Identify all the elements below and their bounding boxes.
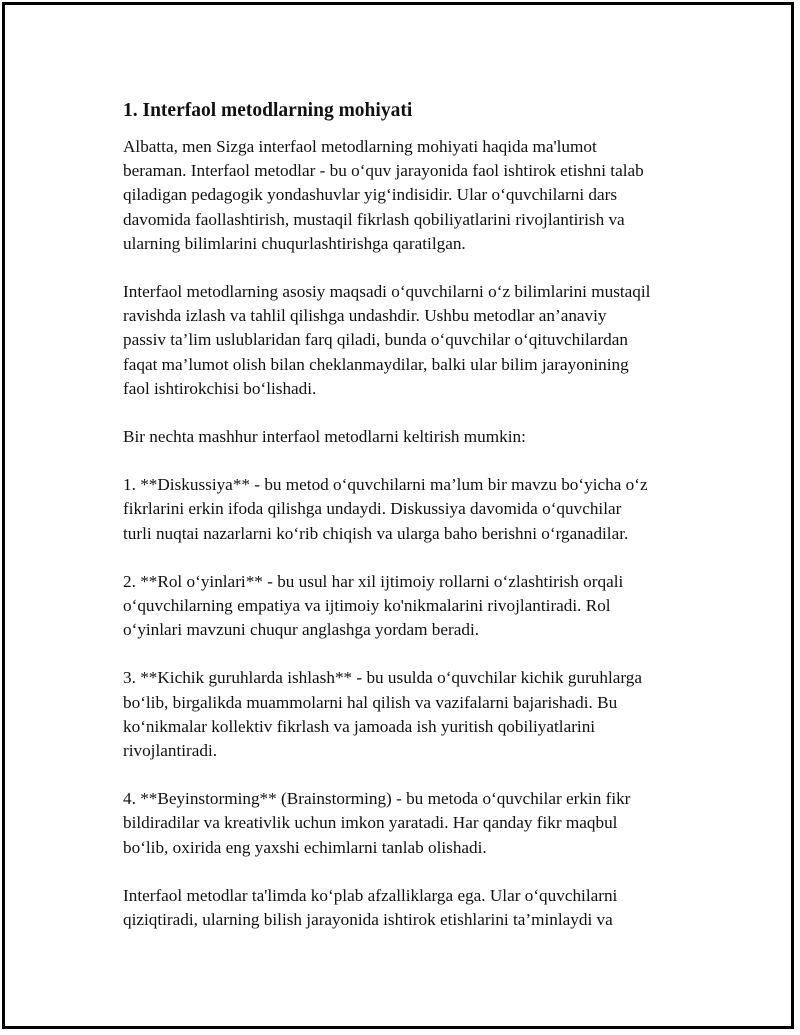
paragraph-advantages: Interfaol metodlar ta'limda ko‘plab afzalliklarga ega. Ular o‘quvchilarni qiziqtiradi, ularning bilish jarayonida ishtirok etishlarini ta’minlaydi va bbox=[123, 885, 618, 930]
paragraph-main-goal: Interfaol metodlarning asosiy maqsadi o‘quvchilarni o‘z bilimlarini mustaqil ravishda izlash va tahlil qilishga undashdir. Ushbu metodlar an’anaviy passiv ta’lim uslublaridan farq qiladi, bunda o‘quvchilar o‘qituvchilardan faqat ma’lumot olish bilan cheklanmaydilar, balki ular bilim jarayonining faol ishtirokchisi bo‘lishadi. bbox=[123, 282, 651, 398]
paragraph-intro: Albatta, men Sizga interfaol metodlarning mohiyati haqida ma'lumot beraman. Interfaol metodlar - bu o‘quv jarayonida faol ishtirok etishni talab qiladigan pedagogik yondashuvlar yig‘indisidir. Ular o‘quvchilarni dars davomida faollashtirish, mustaqil fikrlash qobiliyatlarini rivojlantirish va ularning bilimlarini chuqurlashtirishga qaratilgan. bbox=[123, 137, 644, 253]
page-frame bbox=[2, 2, 794, 1029]
list-item-discussion: 1. **Diskussiya** - bu metod o‘quvchilarni ma’lum bir mavzu bo‘yicha o‘z fikrlarini erkin ifoda qilishga undaydi. Diskussiya davomida o‘quvchilar turli nuqtai nazarlarni ko‘rib chiqish va ularga baho berishni o‘rganadilar. bbox=[123, 475, 648, 543]
list-item-brainstorming: 4. **Beyinstorming** (Brainstorming) - bu metoda o‘quvchilar erkin fikr bildiradilar va kreativlik uchun imkon yaratadi. Har qanday fikr maqbul bo‘lib, oxirida eng yaxshi echimlarni tanlab olishadi. bbox=[123, 789, 631, 857]
document-body bbox=[123, 99, 703, 932]
list-item-role-play: 2. **Rol o‘yinlari** - bu usul har xil ijtimoiy rollarni o‘zlashtirish orqali o‘quvchilarning empatiya va ijtimoiy ko'nikmalarini rivojlantiradi. Rol o‘yinlari mavzuni chuqur anglashga yordam beradi. bbox=[123, 571, 624, 640]
paragraph-list-intro: Bir nechta mashhur interfaol metodlarni keltirish mumkin: bbox=[123, 427, 526, 447]
list-item-small-groups: 3. **Kichik guruhlarda ishlash** - bu usulda o‘quvchilar kichik guruhlarga bo‘lib, birgalikda muammolarni hal qilish va vazifalarni bajarishadi. Bu ko‘nikmalar kollektiv fikrlash va jamoada ish yuritish qobiliyatlarini rivojlantiradi. bbox=[123, 668, 643, 761]
section-heading: 1. Interfaol metodlarning mohiyati bbox=[123, 100, 413, 121]
